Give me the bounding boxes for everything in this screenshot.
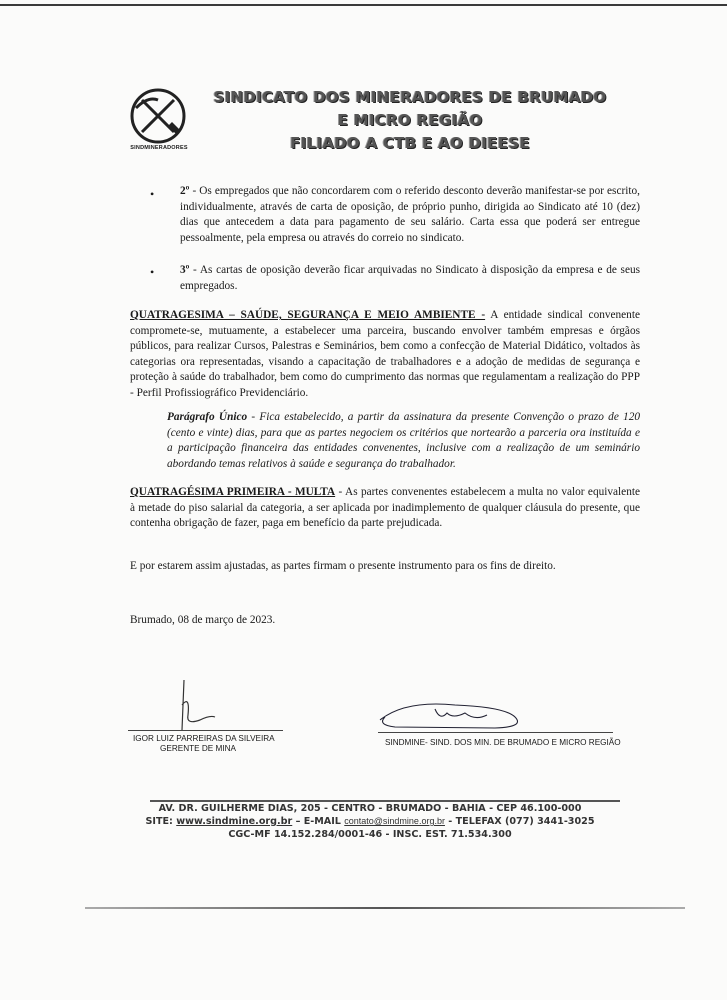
item-number: 2º [180, 185, 190, 197]
bullet-icon: • [150, 265, 155, 279]
date-line: Brumado, 08 de março de 2023. [130, 614, 276, 626]
clause-41-text: - As partes convenentes estabelecem a multa no valor equivalente à metade do piso salarial da categoria, a ser aplicada por inadimplemento de qualquer cláusula do presente, que contenha obrigação de fazer, paga em benefício da parte prejudicada. [130, 486, 640, 530]
item-number: 3º [180, 264, 190, 276]
clause-41-title: QUATRAGÉSIMA PRIMEIRA - MULTA [130, 486, 336, 498]
bullet-icon: • [150, 187, 155, 201]
page-top-border [0, 4, 727, 6]
signer-right-name: SINDMINE- SIND. DOS MIN. DE BRUMADO E MICRO REGIÃO [385, 738, 621, 747]
header-title-line1: SINDICATO DOS MINERADORES DE BRUMADO [213, 88, 607, 106]
header-title-line2: E MICRO REGIÃO [337, 111, 483, 129]
footer-contact [130, 815, 610, 828]
bottom-rule [85, 907, 685, 909]
clause-40-text: A entidade sindical convenente compromete-se, mutuamente, a estabelecer uma parceira, buscando envolver também empresas e órgãos públicos, para realizar Cursos, Palestras e Seminários, bem como a confecção de Material Didático, voltados às categorias ora representadas, visando a capacitação de trabalhadores e a adoção de medidas de segurança e proteção à saúde do trabalhador, bem como do cumprimento das normas que regulamentam a realização do PPP - Perfil Profissiográfico Previdenciário. [130, 309, 640, 399]
signature-right-image [375, 695, 535, 735]
site-label: SITE: [145, 816, 177, 827]
item-3 [180, 263, 640, 294]
footer-registry: CGC-MF 14.152.284/0001-46 - INSC. EST. 71.534.300 [228, 829, 512, 840]
clause-40 [130, 308, 640, 402]
item-text: - Os empregados que não concordarem com o referido desconto deverão manifestar-se por escrito, individualmente, através de carta de oposição, de próprio punho, dirigida ao Sindicato até 10 (dez) dias que antecedem a data para pagamento de seu salário. Carta essa que poderá ser entregue pessoalmente, pela empresa ou através do correio no sindicato. [180, 185, 640, 244]
item-text: - As cartas de oposição deverão ficar arquivadas no Sindicato à disposição da empresa e de seus empregados. [180, 264, 640, 292]
closing-statement: E por estarem assim ajustadas, as partes firmam o presente instrumento para os fins de direito. [130, 560, 556, 572]
logo-caption: SINDMINERADORES [130, 145, 188, 151]
footer-address: AV. DR. GUILHERME DIAS, 205 - CENTRO - BRUMADO - BAHIA - CEP 46.100-000 [158, 803, 582, 814]
clause-40-paragraph [167, 410, 640, 472]
paragraph-text: - Fica estabelecido, a partir da assinatura da presente Convenção o prazo de 120 (cento e vinte) dias, para que as partes negociem os critérios que nortearão a parceria ora instituída e a participação financeira das entidades convenentes, inclusive com a realização de um seminário abordando temas relativos à saúde e segurança do trabalhador. [167, 411, 640, 470]
phone: - TELEFAX (077) 3441-3025 [444, 816, 595, 827]
email-link[interactable]: contato@sindmine.org.br [344, 816, 445, 826]
signature-left-image [160, 675, 230, 735]
signature-line-left [128, 730, 283, 731]
clause-41 [130, 485, 640, 532]
signer-left-role: GERENTE DE MINA [160, 744, 236, 753]
email-label: – E-MAIL [292, 816, 345, 827]
item-2 [180, 184, 640, 246]
paragraph-label: Parágrafo Único [167, 411, 248, 423]
signature-line-right [378, 732, 613, 733]
site-link[interactable]: www.sindmine.org.br [176, 816, 293, 827]
header-title-line3: FILIADO A CTB E AO DIEESE [290, 134, 530, 152]
signer-left-name: IGOR LUIZ PARREIRAS DA SILVEIRA [133, 734, 275, 743]
clause-40-title: QUATRAGESIMA – SAÚDE, SEGURANÇA E MEIO AMBIENTE - [130, 309, 486, 321]
